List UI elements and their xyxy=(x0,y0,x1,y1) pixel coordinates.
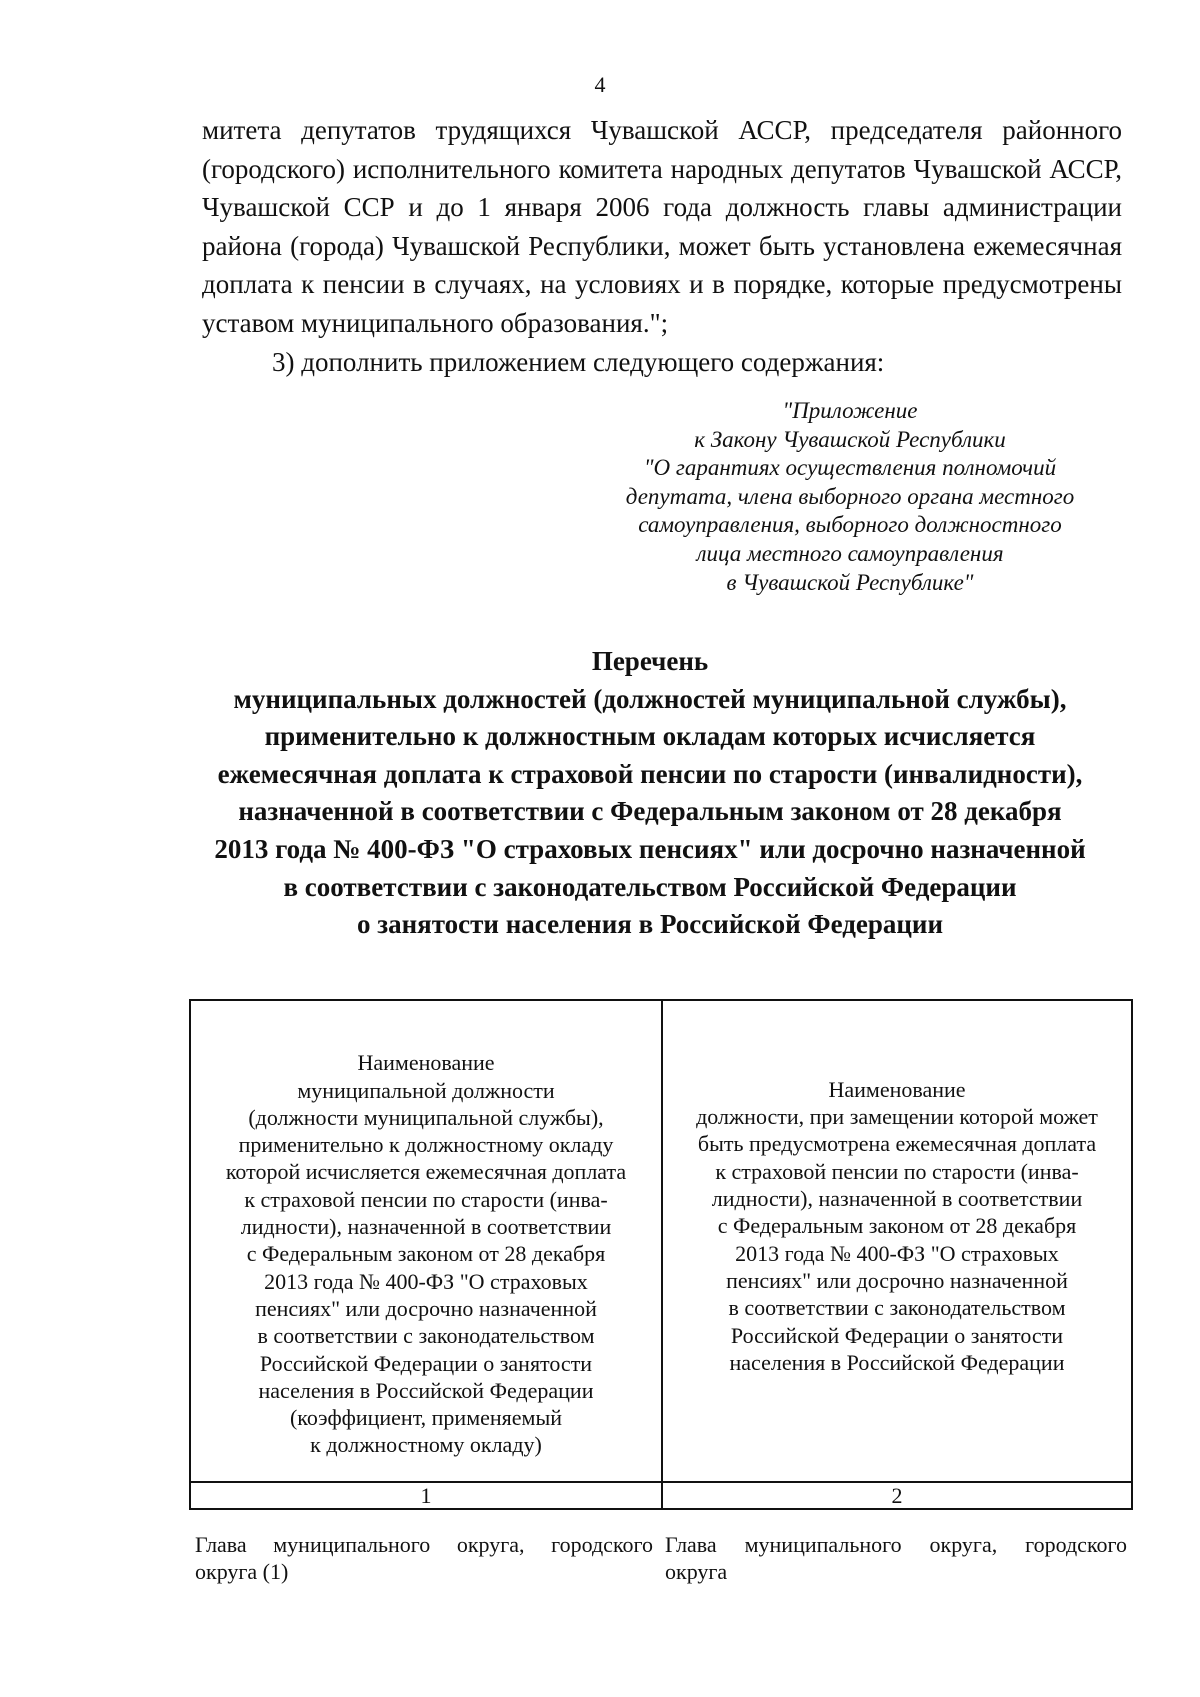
header-col1-line: муниципальной должности xyxy=(297,1077,555,1103)
appendix-line: самоуправления, выборного должностного xyxy=(638,512,1062,538)
appendix-line: "О гарантиях осуществления полномочий xyxy=(643,455,1057,481)
header-col1-line: лидности), назначенной в соответствии xyxy=(240,1214,612,1240)
title-line: применительно к должностным окладам которых исчисляется xyxy=(264,721,1036,752)
title-line: 2013 года № 400-ФЗ "О страховых пенсиях" или досрочно назначенной xyxy=(214,833,1086,864)
document-title xyxy=(150,643,1150,944)
title-line: ежемесячная доплата к страховой пенсии по старости (инвалидности), xyxy=(217,758,1083,789)
column-number-2: 2 xyxy=(662,1482,1132,1509)
table-body xyxy=(189,1531,1133,1585)
header-col1-line: в соответствии с законодательством xyxy=(257,1323,595,1349)
appendix-line: депутата, члена выборного органа местного xyxy=(625,483,1075,509)
title-line: в соответствии с законодательством Российской Федерации xyxy=(283,871,1017,902)
title-line: о занятости населения в Российской Федерации xyxy=(356,909,944,940)
title-line: муниципальных должностей (должностей муниципальной службы), xyxy=(233,683,1067,714)
title-line: назначенной в соответствии с Федеральным законом от 28 декабря xyxy=(238,796,1062,827)
positions-table xyxy=(189,999,1133,1510)
header-col1-line: (должности муниципальной службы), xyxy=(248,1104,604,1130)
header-col2-line: должности, при замещении которой может xyxy=(696,1104,1098,1130)
table-header-row xyxy=(190,1000,1132,1482)
body-paragraph: митета депутатов трудящихся Чувашской АССР, председателя районного (городского) исполнительного комитета народных депутатов Чувашской АССР, Чувашской ССР и до 1 января 2006 года должность главы администрации района (города) Чувашской Республики, может быть установлена ежемесячная доплата к пенсии в случаях, на условиях и в порядке, которые предусмотрены уставом муниципального образования."; xyxy=(202,115,1122,338)
page-number: 4 xyxy=(594,72,606,97)
column-number-1: 1 xyxy=(190,1482,662,1509)
table-header-col1 xyxy=(190,1000,662,1482)
header-col1-line: которой исчисляется ежемесячная доплата xyxy=(225,1159,627,1185)
header-col2-line: в соответствии с законодательством xyxy=(728,1295,1066,1321)
header-col2-line: 2013 года № 400-ФЗ "О страховых xyxy=(735,1240,1059,1266)
header-col1-line: Наименование xyxy=(357,1050,495,1076)
table-cell-col1: Глава муниципального округа, городского округа (1) xyxy=(195,1532,653,1584)
appendix-line: к Закону Чувашской Республики xyxy=(694,426,1006,452)
appendix-line: лица местного самоуправления xyxy=(696,540,1004,566)
table-header-col2 xyxy=(662,1000,1132,1482)
header-col2-line: лидности), назначенной в соответствии xyxy=(711,1186,1083,1212)
header-col2-line: быть предусмотрена ежемесячная доплата xyxy=(697,1131,1097,1157)
table-column-numbers-row xyxy=(190,1482,1132,1509)
header-col1-line: с Федеральным законом от 28 декабря xyxy=(246,1241,606,1267)
header-col1-line: Российской Федерации о занятости xyxy=(259,1350,593,1376)
appendix-reference xyxy=(580,397,1120,597)
appendix-line: в Чувашской Республике" xyxy=(726,569,974,595)
title-heading: Перечень xyxy=(591,646,709,676)
header-col2-line: к страховой пенсии по старости (инва- xyxy=(715,1158,1079,1184)
table-cell-col2: Глава муниципального округа, городского округа xyxy=(665,1532,1127,1584)
header-col1-line: населения в Российской Федерации xyxy=(258,1377,594,1403)
table-row xyxy=(189,1531,1133,1585)
body-paragraph-item-3: 3) дополнить приложением следующего содержания: xyxy=(272,346,885,377)
appendix-line: "Приложение xyxy=(782,398,918,423)
header-col2-text xyxy=(667,1076,1127,1406)
header-col2-line: пенсиях" или досрочно назначенной xyxy=(726,1267,1068,1293)
header-col2-line: населения в Российской Федерации xyxy=(729,1349,1065,1375)
header-col1-line: к должностному окладу) xyxy=(310,1432,542,1458)
header-col1-line: применительно к должностному окладу xyxy=(238,1132,614,1158)
body-text xyxy=(202,111,1122,381)
header-col2-line: Наименование xyxy=(828,1076,966,1102)
header-col2-line: Российской Федерации о занятости xyxy=(730,1322,1064,1348)
header-col1-line: пенсиях" или досрочно назначенной xyxy=(255,1295,597,1321)
header-col2-line: с Федеральным законом от 28 декабря xyxy=(717,1213,1077,1239)
header-col1-line: к страховой пенсии по старости (инва- xyxy=(244,1186,608,1212)
header-col1-line: (коэффициент, применяемый xyxy=(289,1405,563,1431)
header-col1-text xyxy=(195,1019,657,1462)
header-col1-line: 2013 года № 400-ФЗ "О страховых xyxy=(264,1268,588,1294)
